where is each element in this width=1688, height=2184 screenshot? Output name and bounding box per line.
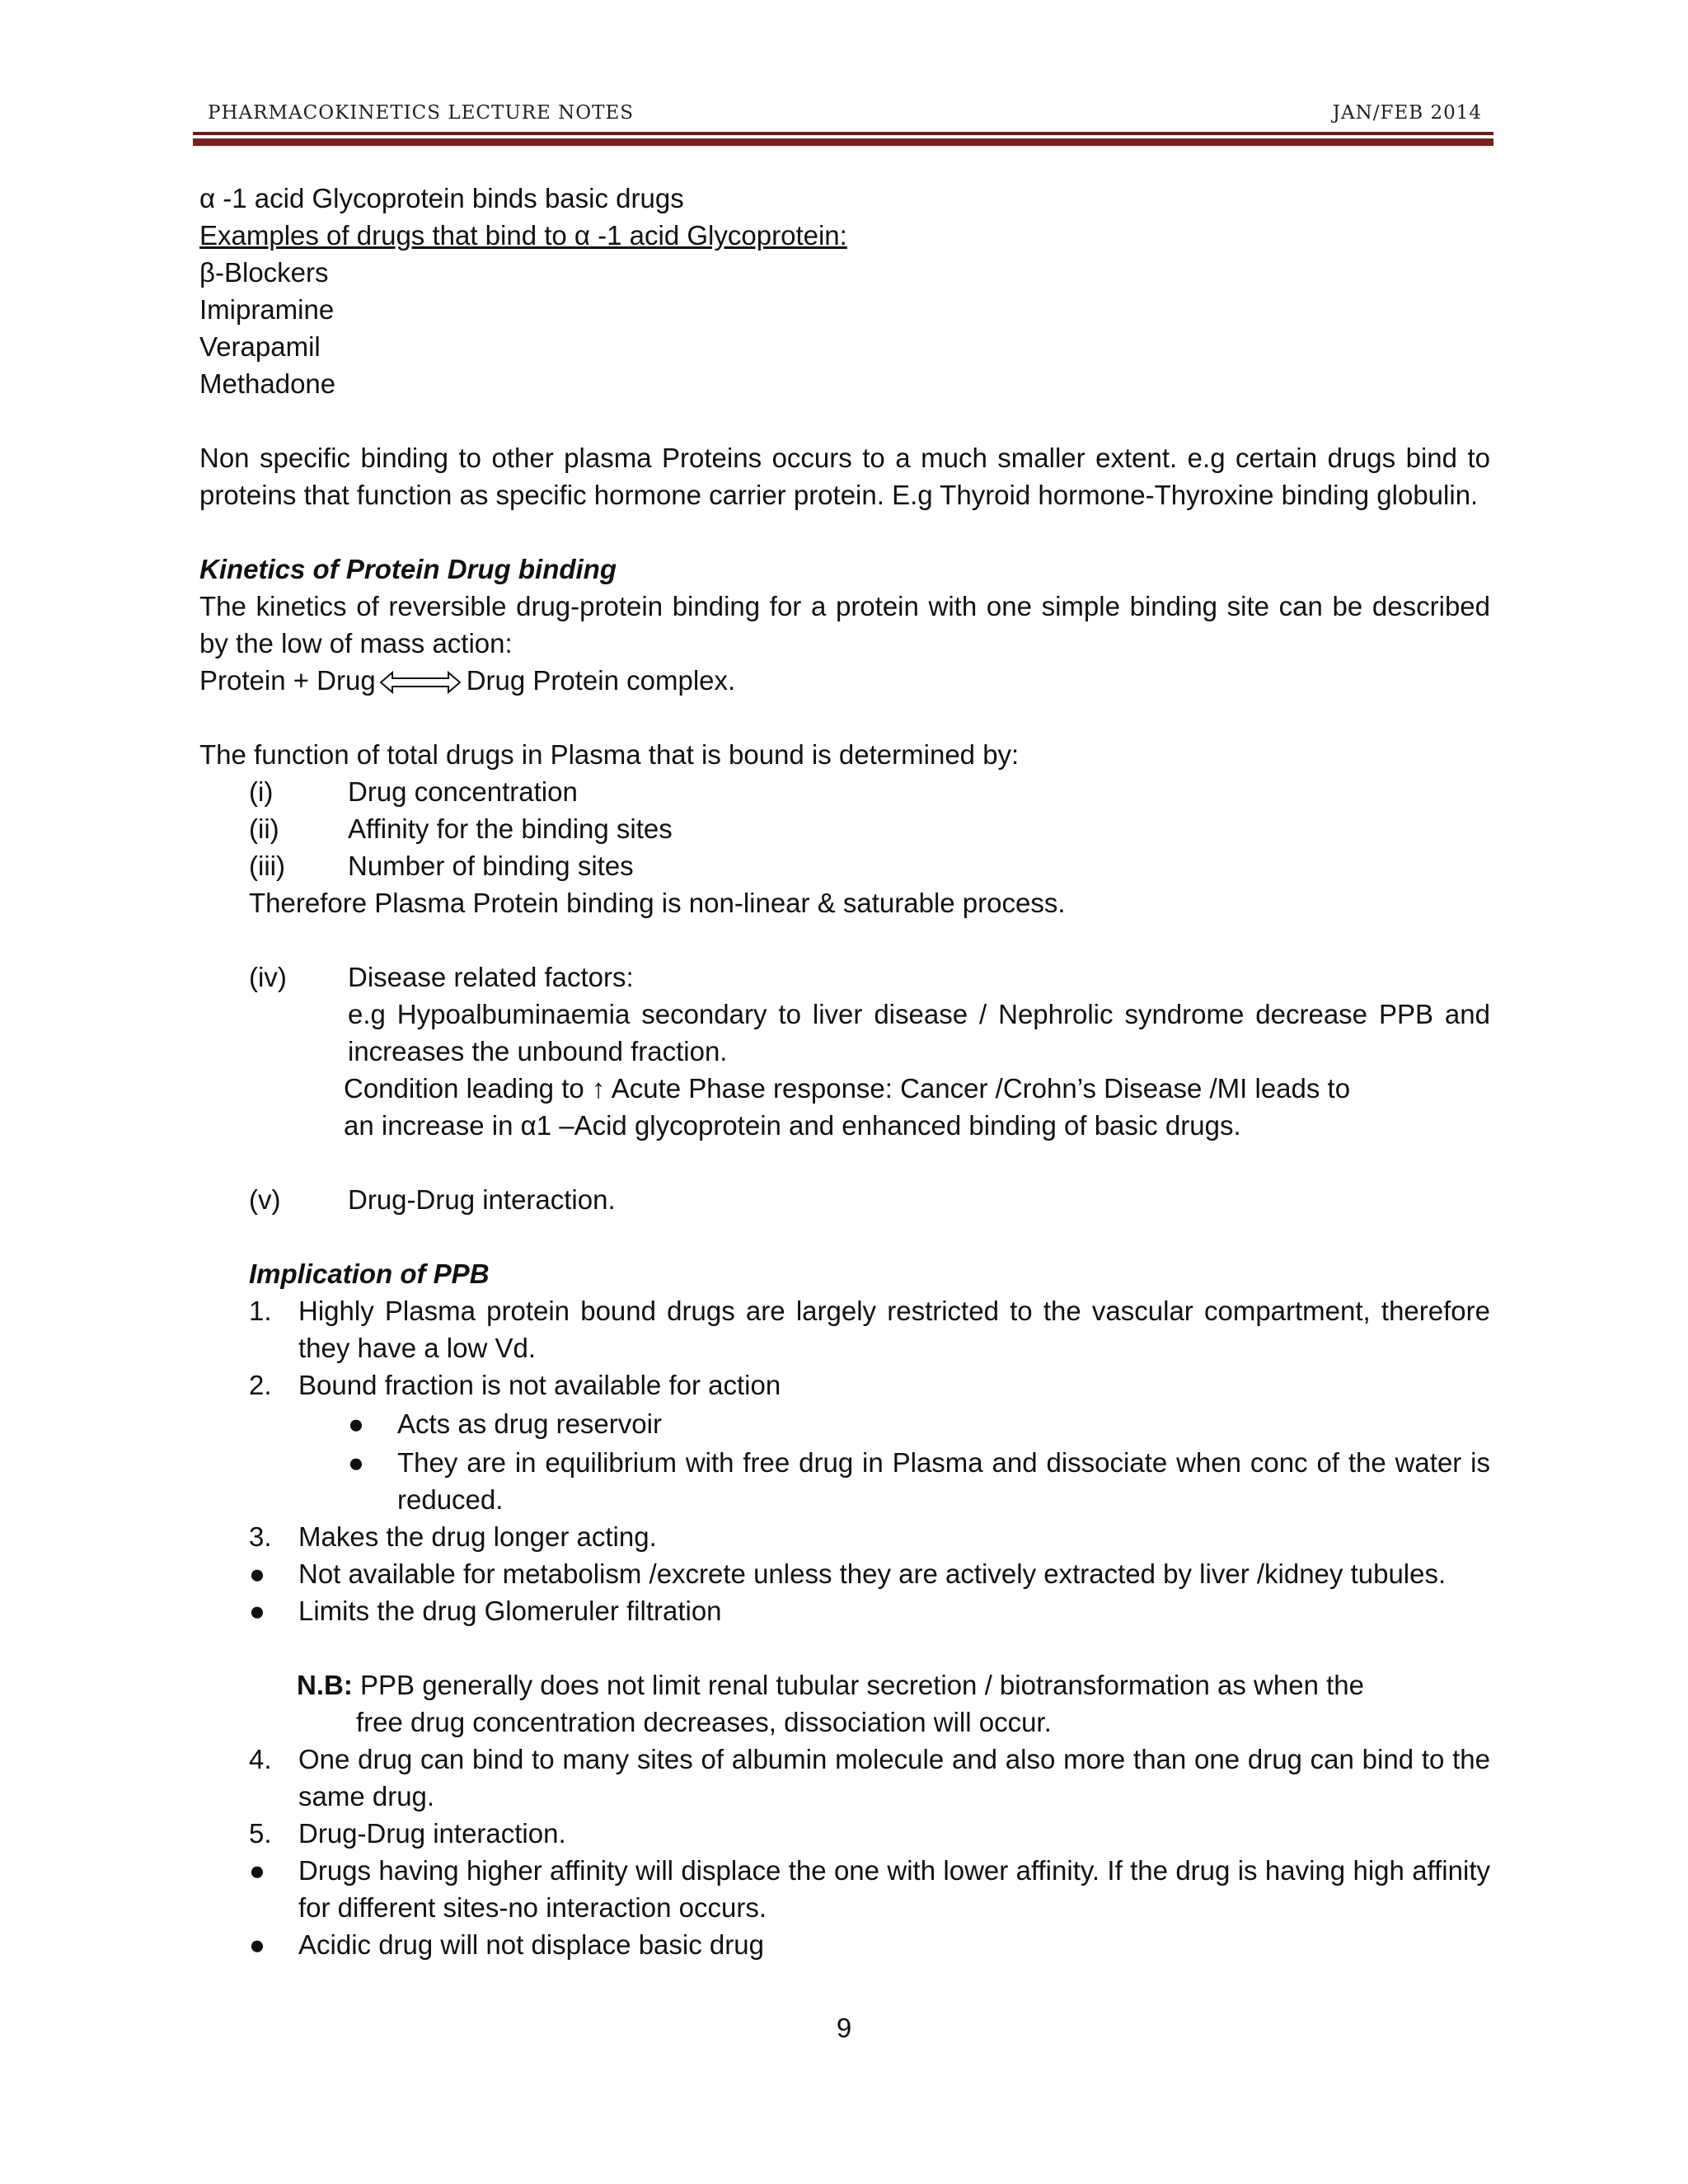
item-text: Makes the drug longer acting. xyxy=(298,1521,657,1552)
item-number: 1. xyxy=(249,1296,272,1326)
example-drug: Verapamil xyxy=(199,331,321,362)
factor-item xyxy=(249,810,1490,847)
nonspecific-paragraph: Non specific binding to other plasma Proteins occurs to a much smaller extent. e.g certain drugs bind to proteins that function as specific hormone carrier protein. E.g Thyroid hormone-Thyroxine binding globulin. xyxy=(199,443,1490,510)
implication-item xyxy=(249,1366,1490,1404)
document-body xyxy=(199,180,1490,1963)
factor-text: Drug-Drug interaction. xyxy=(348,1184,616,1215)
nb-text: PPB generally does not limit renal tubular secretion / biotransformation as when the xyxy=(360,1670,1364,1700)
examples-heading: Examples of drugs that bind to α -1 acid Glycoprotein: xyxy=(199,220,847,251)
bullet-icon: ● xyxy=(249,1929,265,1960)
bullet-icon: ● xyxy=(249,1596,265,1626)
factor-number: (iii) xyxy=(249,851,285,881)
header-rule-thin xyxy=(193,132,1493,135)
item-text: One drug can bind to many sites of albumin molecule and also more than one drug can bind to the same drug. xyxy=(298,1744,1490,1811)
factor-item xyxy=(249,958,1490,996)
bullet-item xyxy=(249,1926,1490,1963)
factor-iv-condition: an increase in α1 –Acid glycoprotein and enhanced binding of basic drugs. xyxy=(344,1110,1241,1141)
example-drug: β-Blockers xyxy=(199,257,329,288)
bullet-icon: ● xyxy=(249,1558,265,1589)
factor-item xyxy=(249,773,1490,810)
implication-heading: Implication of PPB xyxy=(249,1258,490,1289)
factor-item xyxy=(249,847,1490,884)
sub-bullet-item xyxy=(348,1444,1490,1518)
implication-item xyxy=(249,1741,1490,1815)
factor-item xyxy=(249,1181,1490,1218)
equation-right: Drug Protein complex. xyxy=(466,665,736,696)
item-text: Drug-Drug interaction. xyxy=(298,1818,566,1849)
bullet-text: Limits the drug Glomeruler filtration xyxy=(298,1596,722,1626)
item-text: Bound fraction is not available for action xyxy=(298,1370,781,1400)
double-arrow-icon xyxy=(379,670,462,695)
bullet-item xyxy=(249,1592,1490,1629)
factor-iv-condition: Condition leading to ↑ Acute Phase response: Cancer /Crohn’s Disease /MI leads to xyxy=(344,1073,1351,1104)
example-drug: Methadone xyxy=(199,368,336,399)
header-rule-thick xyxy=(193,138,1493,146)
example-drug: Imipramine xyxy=(199,294,335,325)
factor-number: (v) xyxy=(249,1184,281,1215)
factor-text: Affinity for the binding sites xyxy=(348,813,673,844)
nb-note-line: free drug concentration decreases, dissociation will occur. xyxy=(356,1707,1052,1737)
factor-text: Number of binding sites xyxy=(348,851,634,881)
alpha-glycoprotein-line: α -1 acid Glycoprotein binds basic drugs xyxy=(199,183,684,213)
page-number: 9 xyxy=(836,2013,852,2043)
item-number: 3. xyxy=(249,1521,272,1552)
item-number: 5. xyxy=(249,1818,272,1849)
page-header xyxy=(193,102,1493,127)
factor-text: Drug concentration xyxy=(348,776,578,807)
header-date: JAN/FEB 2014 xyxy=(1332,102,1482,124)
bullet-item xyxy=(249,1852,1490,1926)
bullet-icon: ● xyxy=(249,1855,265,1886)
bullet-icon: ● xyxy=(348,1447,364,1478)
mass-action-equation xyxy=(199,662,1490,699)
factor-number: (iv) xyxy=(249,962,287,992)
bullet-item xyxy=(249,1555,1490,1592)
bullet-text: Acts as drug reservoir xyxy=(397,1408,662,1439)
factor-text: Disease related factors: xyxy=(348,962,634,992)
kinetics-paragraph: The kinetics of reversible drug-protein binding for a protein with one simple binding site can be described by the low of mass action: xyxy=(199,591,1490,658)
item-text: Highly Plasma protein bound drugs are largely restricted to the vascular compartment, therefore they have a low Vd. xyxy=(298,1296,1490,1363)
implication-item xyxy=(249,1518,1490,1555)
kinetics-heading: Kinetics of Protein Drug binding xyxy=(199,554,617,584)
header-title: PHARMACOKINETICS LECTURE NOTES xyxy=(208,102,635,124)
nb-label: N.B: xyxy=(297,1670,353,1700)
item-number: 2. xyxy=(249,1370,272,1400)
implication-item xyxy=(249,1815,1490,1852)
factor-number: (ii) xyxy=(249,813,279,844)
factor-number: (i) xyxy=(249,776,274,807)
bullet-text: Acidic drug will not displace basic drug xyxy=(298,1929,764,1960)
bullet-text: Not available for metabolism /excrete unless they are actively extracted by liver /kidney tubules. xyxy=(298,1558,1447,1589)
item-number: 4. xyxy=(249,1744,272,1774)
bullet-icon: ● xyxy=(348,1408,364,1439)
equation-left: Protein + Drug xyxy=(199,665,376,696)
factor-iv-example: e.g Hypoalbuminaemia secondary to liver disease / Nephrolic syndrome decrease PPB and increases the unbound fraction. xyxy=(348,999,1490,1066)
bullet-text: Drugs having higher affinity will displace the one with lower affinity. If the drug is having high affinity for different sites-no interaction occurs. xyxy=(298,1855,1490,1923)
sub-bullet-item xyxy=(348,1405,1490,1442)
therefore-line: Therefore Plasma Protein binding is non-linear & saturable process. xyxy=(249,888,1066,918)
function-intro: The function of total drugs in Plasma that is bound is determined by: xyxy=(199,739,1020,770)
implication-item xyxy=(249,1292,1490,1366)
nb-note-line xyxy=(297,1666,1490,1704)
bullet-text: They are in equilibrium with free drug in Plasma and dissociate when conc of the water is reduced. xyxy=(397,1447,1490,1515)
